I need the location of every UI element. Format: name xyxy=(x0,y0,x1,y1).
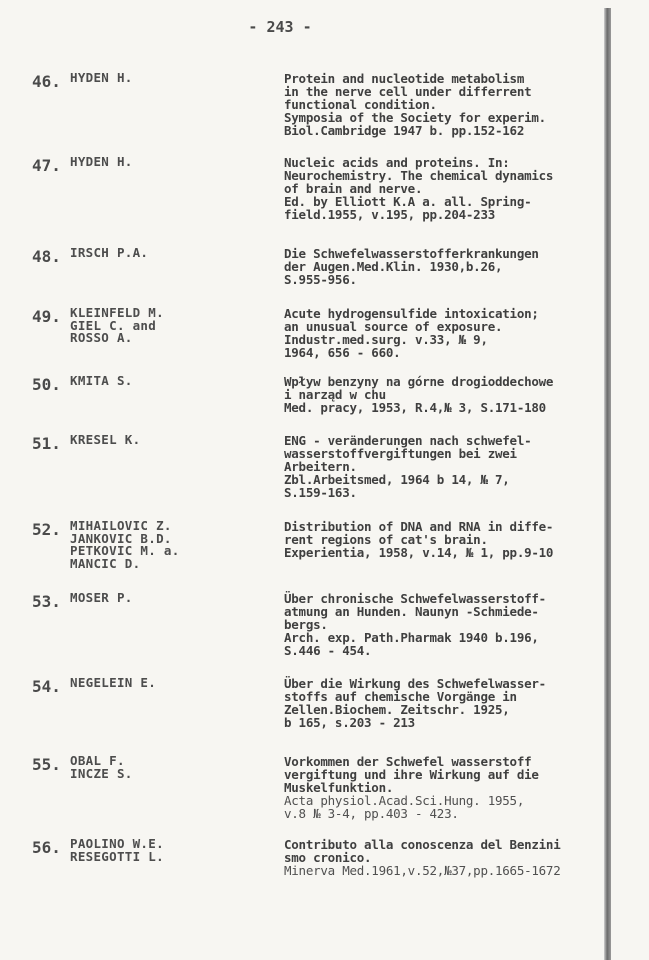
citation-line: Über die Wirkung des Schwefelwasser- xyxy=(284,676,546,691)
citation-line: Arch. exp. Path.Pharmak 1940 b.196, xyxy=(284,630,539,645)
author-name: KLEINFELD M. xyxy=(70,305,164,320)
author-name: NEGELEIN E. xyxy=(70,675,157,690)
citation-line: Minerva Med.1961,v.52,№37,pp.1665-1672 xyxy=(284,863,561,878)
reference-number: 50. xyxy=(32,375,61,394)
reference-citation xyxy=(284,677,614,729)
reference-authors xyxy=(70,592,270,605)
reference-authors xyxy=(70,520,270,570)
citation-line: Neurochemistry. The chemical dynamics xyxy=(284,168,554,183)
citation-line: rent regions of cat's brain. xyxy=(284,532,488,547)
reference-citation xyxy=(284,520,614,559)
author-name: ROSSO A. xyxy=(70,330,133,345)
citation-line: S.955-956. xyxy=(284,272,357,287)
citation-line: v.8 № 3-4, pp.403 - 423. xyxy=(284,806,459,821)
citation-line: stoffs auf chemische Vorgänge in xyxy=(284,689,517,704)
citation-line: Zellen.Biochem. Zeitschr. 1925, xyxy=(284,702,510,717)
citation-line: Nucleic acids and proteins. In: xyxy=(284,155,510,170)
reference-authors xyxy=(70,247,270,260)
reference-authors xyxy=(70,838,270,863)
citation-line: Muskelfunktion. xyxy=(284,780,394,795)
citation-line: in the nerve cell under differrent xyxy=(284,84,532,99)
reference-citation xyxy=(284,375,614,414)
reference-authors xyxy=(70,677,270,690)
citation-line: Contributo alla conoscenza del Benzini xyxy=(284,837,561,852)
reference-authors xyxy=(70,156,270,169)
citation-line: 1964, 656 - 660. xyxy=(284,345,401,360)
citation-line: wasserstoffvergiftungen bei zwei xyxy=(284,446,517,461)
citation-line: field.1955, v.195, pp.204-233 xyxy=(284,207,495,222)
citation-line: an unusual source of exposure. xyxy=(284,319,503,334)
citation-line: S.446 - 454. xyxy=(284,643,372,658)
citation-line: ENG - veränderungen nach schwefel- xyxy=(284,433,532,448)
author-name: RESEGOTTI L. xyxy=(70,848,164,864)
citation-line: smo cronico. xyxy=(284,850,372,865)
reference-number: 56. xyxy=(32,838,61,857)
reference-number: 47. xyxy=(32,156,61,175)
reference-number: 49. xyxy=(32,307,61,326)
author-name: KRESEL K. xyxy=(70,432,141,447)
reference-citation xyxy=(284,72,614,137)
author-name: JANKOVIC B.D. xyxy=(70,530,172,546)
citation-line: der Augen.Med.Klin. 1930,b.26, xyxy=(284,259,503,274)
citation-line: atmung an Hunden. Naunyn -Schmiede- xyxy=(284,604,539,619)
reference-authors xyxy=(70,434,270,447)
author-name: MANCIC D. xyxy=(70,555,141,571)
citation-line: b 165, s.203 - 213 xyxy=(284,715,415,730)
reference-citation xyxy=(284,156,614,221)
citation-line: Zbl.Arbeitsmed, 1964 b 14, № 7, xyxy=(284,472,510,487)
author-name: PETKOVIC M. a. xyxy=(70,543,180,558)
author-name: INCZE S. xyxy=(70,765,133,781)
citation-line: Acute hydrogensulfide intoxication; xyxy=(284,306,539,321)
citation-line: Med. pracy, 1953, R.4,№ 3, S.171-180 xyxy=(284,400,546,415)
author-name: HYDEN H. xyxy=(70,70,133,85)
reference-number: 46. xyxy=(32,72,61,91)
page-number: - 243 - xyxy=(248,18,312,36)
citation-line: Acta physiol.Acad.Sci.Hung. 1955, xyxy=(284,793,525,808)
author-name: PAOLINO W.E. xyxy=(70,836,164,851)
author-name: IRSCH P.A. xyxy=(70,245,149,260)
author-name: HYDEN H. xyxy=(70,154,133,169)
citation-line: Vorkommen der Schwefel wasserstoff xyxy=(284,754,532,769)
author-name: OBAL F. xyxy=(70,753,125,768)
reference-citation xyxy=(284,592,614,657)
reference-number: 53. xyxy=(32,592,61,611)
reference-citation xyxy=(284,434,614,499)
citation-line: Experientia, 1958, v.14, № 1, pp.9-10 xyxy=(284,545,554,560)
citation-line: Protein and nucleotide metabolism xyxy=(284,71,525,86)
reference-citation xyxy=(284,247,614,286)
citation-line: S.159-163. xyxy=(284,485,357,500)
reference-number: 54. xyxy=(32,677,61,696)
citation-line: vergiftung und ihre Wirkung auf die xyxy=(284,767,539,782)
reference-number: 48. xyxy=(32,247,61,266)
author-name: MIHAILOVIC Z. xyxy=(70,518,172,533)
reference-authors xyxy=(70,72,270,85)
citation-line: i narząd w chu xyxy=(284,387,386,402)
reference-citation xyxy=(284,755,614,820)
reference-authors xyxy=(70,307,270,345)
reference-number: 55. xyxy=(32,755,61,774)
citation-line: Die Schwefelwasserstofferkrankungen xyxy=(284,246,539,261)
citation-line: Biol.Cambridge 1947 b. pp.152-162 xyxy=(284,123,525,138)
reference-authors xyxy=(70,755,270,780)
citation-line: of brain and nerve. xyxy=(284,181,423,196)
citation-line: Industr.med.surg. v.33, № 9, xyxy=(284,332,488,347)
citation-line: Ed. by Elliott K.A a. all. Spring- xyxy=(284,194,532,209)
citation-line: bergs. xyxy=(284,617,328,632)
author-name: KMITA S. xyxy=(70,373,133,388)
reference-citation xyxy=(284,838,614,877)
reference-number: 51. xyxy=(32,434,61,453)
author-name: MOSER P. xyxy=(70,590,133,605)
reference-authors xyxy=(70,375,270,388)
reference-number: 52. xyxy=(32,520,61,539)
citation-line: Über chronische Schwefelwasserstoff- xyxy=(284,591,546,606)
citation-line: Distribution of DNA and RNA in diffe- xyxy=(284,519,554,534)
citation-line: Wpływ benzyny na górne drogioddechowe xyxy=(284,374,554,389)
author-name: GIEL C. and xyxy=(70,317,157,333)
citation-line: functional condition. xyxy=(284,97,437,112)
reference-citation xyxy=(284,307,614,359)
citation-line: Symposia of the Society for experim. xyxy=(284,110,546,125)
citation-line: Arbeitern. xyxy=(284,459,357,474)
